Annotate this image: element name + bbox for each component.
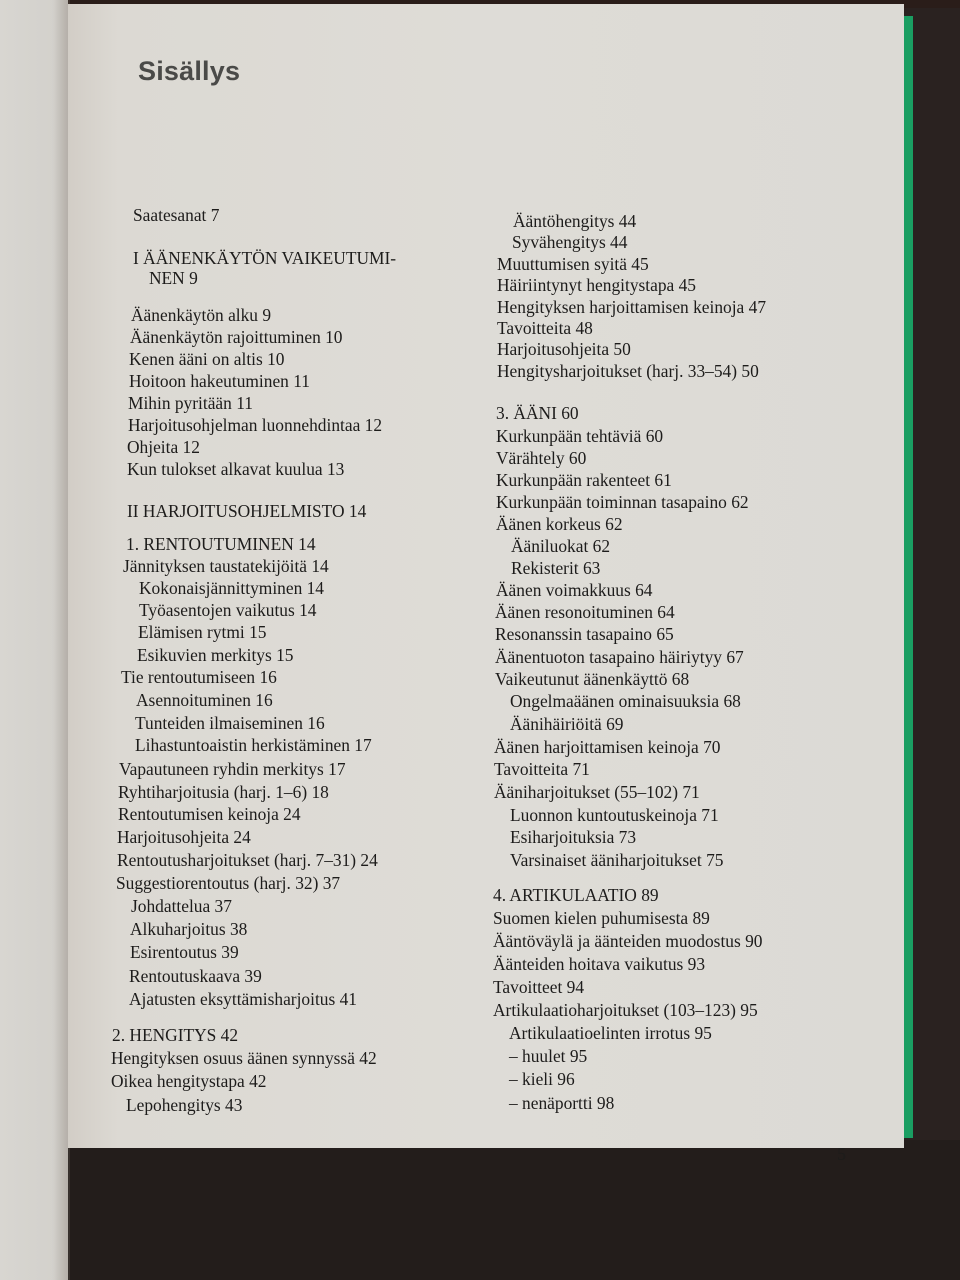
toc-entry: 3. ÄÄNI 60 <box>496 403 579 423</box>
toc-entry: Varsinaiset ääniharjoitukset 75 <box>510 850 724 870</box>
toc-entry: Vaikeutunut äänenkäyttö 68 <box>495 669 690 689</box>
toc-entry: Asennoituminen 16 <box>136 690 273 710</box>
toc-entry: Kokonaisjännittyminen 14 <box>139 578 324 598</box>
toc-entry: Artikulaatioharjoitukset (103–123) 95 <box>493 1000 758 1020</box>
toc-entry: Rentoutumisen keinoja 24 <box>118 804 301 824</box>
toc-entry: Tavoitteita 71 <box>494 759 590 779</box>
toc-entry: Äänen voimakkuus 64 <box>496 580 653 600</box>
toc-entry: Elämisen rytmi 15 <box>138 622 267 642</box>
toc-entry: Ongelmaäänen ominaisuuksia 68 <box>510 691 741 711</box>
toc-entry: Luonnon kuntoutuskeinoja 71 <box>510 805 719 825</box>
toc-entry: Kurkunpään tehtäviä 60 <box>496 426 664 446</box>
toc-entry: Syvähengitys 44 <box>512 232 628 252</box>
toc-entry: Harjoitusohjelman luonnehdintaa 12 <box>128 415 383 435</box>
toc-entry: Tunteiden ilmaiseminen 16 <box>135 713 325 733</box>
toc-entry: Häiriintynyt hengitystapa 45 <box>497 275 696 295</box>
toc-entry: Hengityksen osuus äänen synnyssä 42 <box>111 1048 377 1068</box>
toc-entry: Työasentojen vaikutus 14 <box>139 600 317 620</box>
toc-entry: Alkuharjoitus 38 <box>130 919 248 939</box>
toc-entry: Ääniharjoitukset (55–102) 71 <box>494 782 700 802</box>
toc-entry: Lepohengitys 43 <box>126 1095 243 1115</box>
toc-entry: Oikea hengitystapa 42 <box>111 1071 267 1091</box>
toc-entry: Esiharjoituksia 73 <box>510 827 637 847</box>
page-title: Sisällys <box>138 56 241 86</box>
toc-entry: Rentoutuskaava 39 <box>129 966 262 986</box>
toc-entry: 4. ARTIKULAATIO 89 <box>493 885 659 905</box>
toc-entry: Äänihäiriöitä 69 <box>510 714 624 734</box>
toc-entry: II HARJOITUSOHJELMISTO 14 <box>127 501 367 521</box>
toc-entry: Tavoitteita 48 <box>497 318 593 338</box>
toc-entry: Artikulaatioelinten irrotus 95 <box>509 1023 712 1043</box>
toc-entry: Kurkunpään toiminnan tasapaino 62 <box>496 492 749 512</box>
toc-entry: Harjoitusohjeita 24 <box>117 827 251 847</box>
toc-entry: Esikuvien merkitys 15 <box>137 645 294 665</box>
toc-entry: I ÄÄNENKÄYTÖN VAIKEUTUMI- <box>133 248 397 268</box>
toc-entry: Äänentuoton tasapaino häiriytyy 67 <box>495 647 744 667</box>
toc-entry: Rekisterit 63 <box>511 558 601 578</box>
toc-entry: Ääniluokat 62 <box>511 536 611 556</box>
toc-entry: Hoitoon hakeutuminen 11 <box>129 371 310 391</box>
toc-entry: Ryhtiharjoitusia (harj. 1–6) 18 <box>118 782 329 802</box>
toc-entry: Hengitysharjoitukset (harj. 33–54) 50 <box>497 361 759 381</box>
toc-entry: Harjoitusohjeita 50 <box>497 339 631 359</box>
toc-entry: Äänen harjoittamisen keinoja 70 <box>494 737 721 757</box>
toc-entry: Muuttumisen syitä 45 <box>497 254 649 274</box>
toc-entry: Äänenkäytön alku 9 <box>131 305 272 325</box>
toc-entry: – nenäportti 98 <box>509 1093 615 1113</box>
toc-entry: Äänen korkeus 62 <box>496 514 623 534</box>
toc-entry: Resonanssin tasapaino 65 <box>495 624 674 644</box>
toc-entry: Kenen ääni on altis 10 <box>129 349 285 369</box>
toc-entry: Rentoutusharjoitukset (harj. 7–31) 24 <box>117 850 378 870</box>
toc-entry: Johdattelua 37 <box>131 896 232 916</box>
toc-entry: Jännityksen taustatekijöitä 14 <box>123 556 329 576</box>
toc-entry: Ohjeita 12 <box>127 437 200 457</box>
toc-entry: Mihin pyritään 11 <box>128 393 253 413</box>
toc-entry: Äänenkäytön rajoittuminen 10 <box>130 327 343 347</box>
page-number: 5 <box>837 1144 846 1164</box>
toc-entry: Kurkunpään rakenteet 61 <box>496 470 672 490</box>
toc-entry: Ääntöväylä ja äänteiden muodostus 90 <box>493 931 763 951</box>
toc-entry: Äänen resonoituminen 64 <box>495 602 675 622</box>
toc-entry: Ääntöhengitys 44 <box>513 211 637 231</box>
toc-entry: – kieli 96 <box>509 1069 575 1089</box>
toc-entry: Vapautuneen ryhdin merkitys 17 <box>119 759 346 779</box>
toc-entry: – huulet 95 <box>509 1046 588 1066</box>
toc-entry: NEN 9 <box>149 268 198 288</box>
toc-entry: Suomen kielen puhumisesta 89 <box>493 908 710 928</box>
toc-entry: Saatesanat 7 <box>133 205 220 225</box>
toc-entry: Värähtely 60 <box>496 448 587 468</box>
toc-entry: 2. HENGITYS 42 <box>112 1025 239 1045</box>
toc-entry: Tie rentoutumiseen 16 <box>121 667 277 687</box>
toc-entry: 1. RENTOUTUMINEN 14 <box>126 534 316 554</box>
toc-entry: Esirentoutus 39 <box>130 942 239 962</box>
toc-entry: Hengityksen harjoittamisen keinoja 47 <box>497 297 767 317</box>
toc-entry: Suggestiorentoutus (harj. 32) 37 <box>116 873 341 893</box>
toc-entry: Lihastuntoaistin herkistäminen 17 <box>135 735 372 755</box>
toc-entry: Äänteiden hoitava vaikutus 93 <box>493 954 706 974</box>
toc-entry: Tavoitteet 94 <box>493 977 585 997</box>
toc-entry: Kun tulokset alkavat kuulua 13 <box>127 459 345 479</box>
toc-entry: Ajatusten eksyttämisharjoitus 41 <box>129 989 357 1009</box>
background-surface <box>40 1140 960 1280</box>
